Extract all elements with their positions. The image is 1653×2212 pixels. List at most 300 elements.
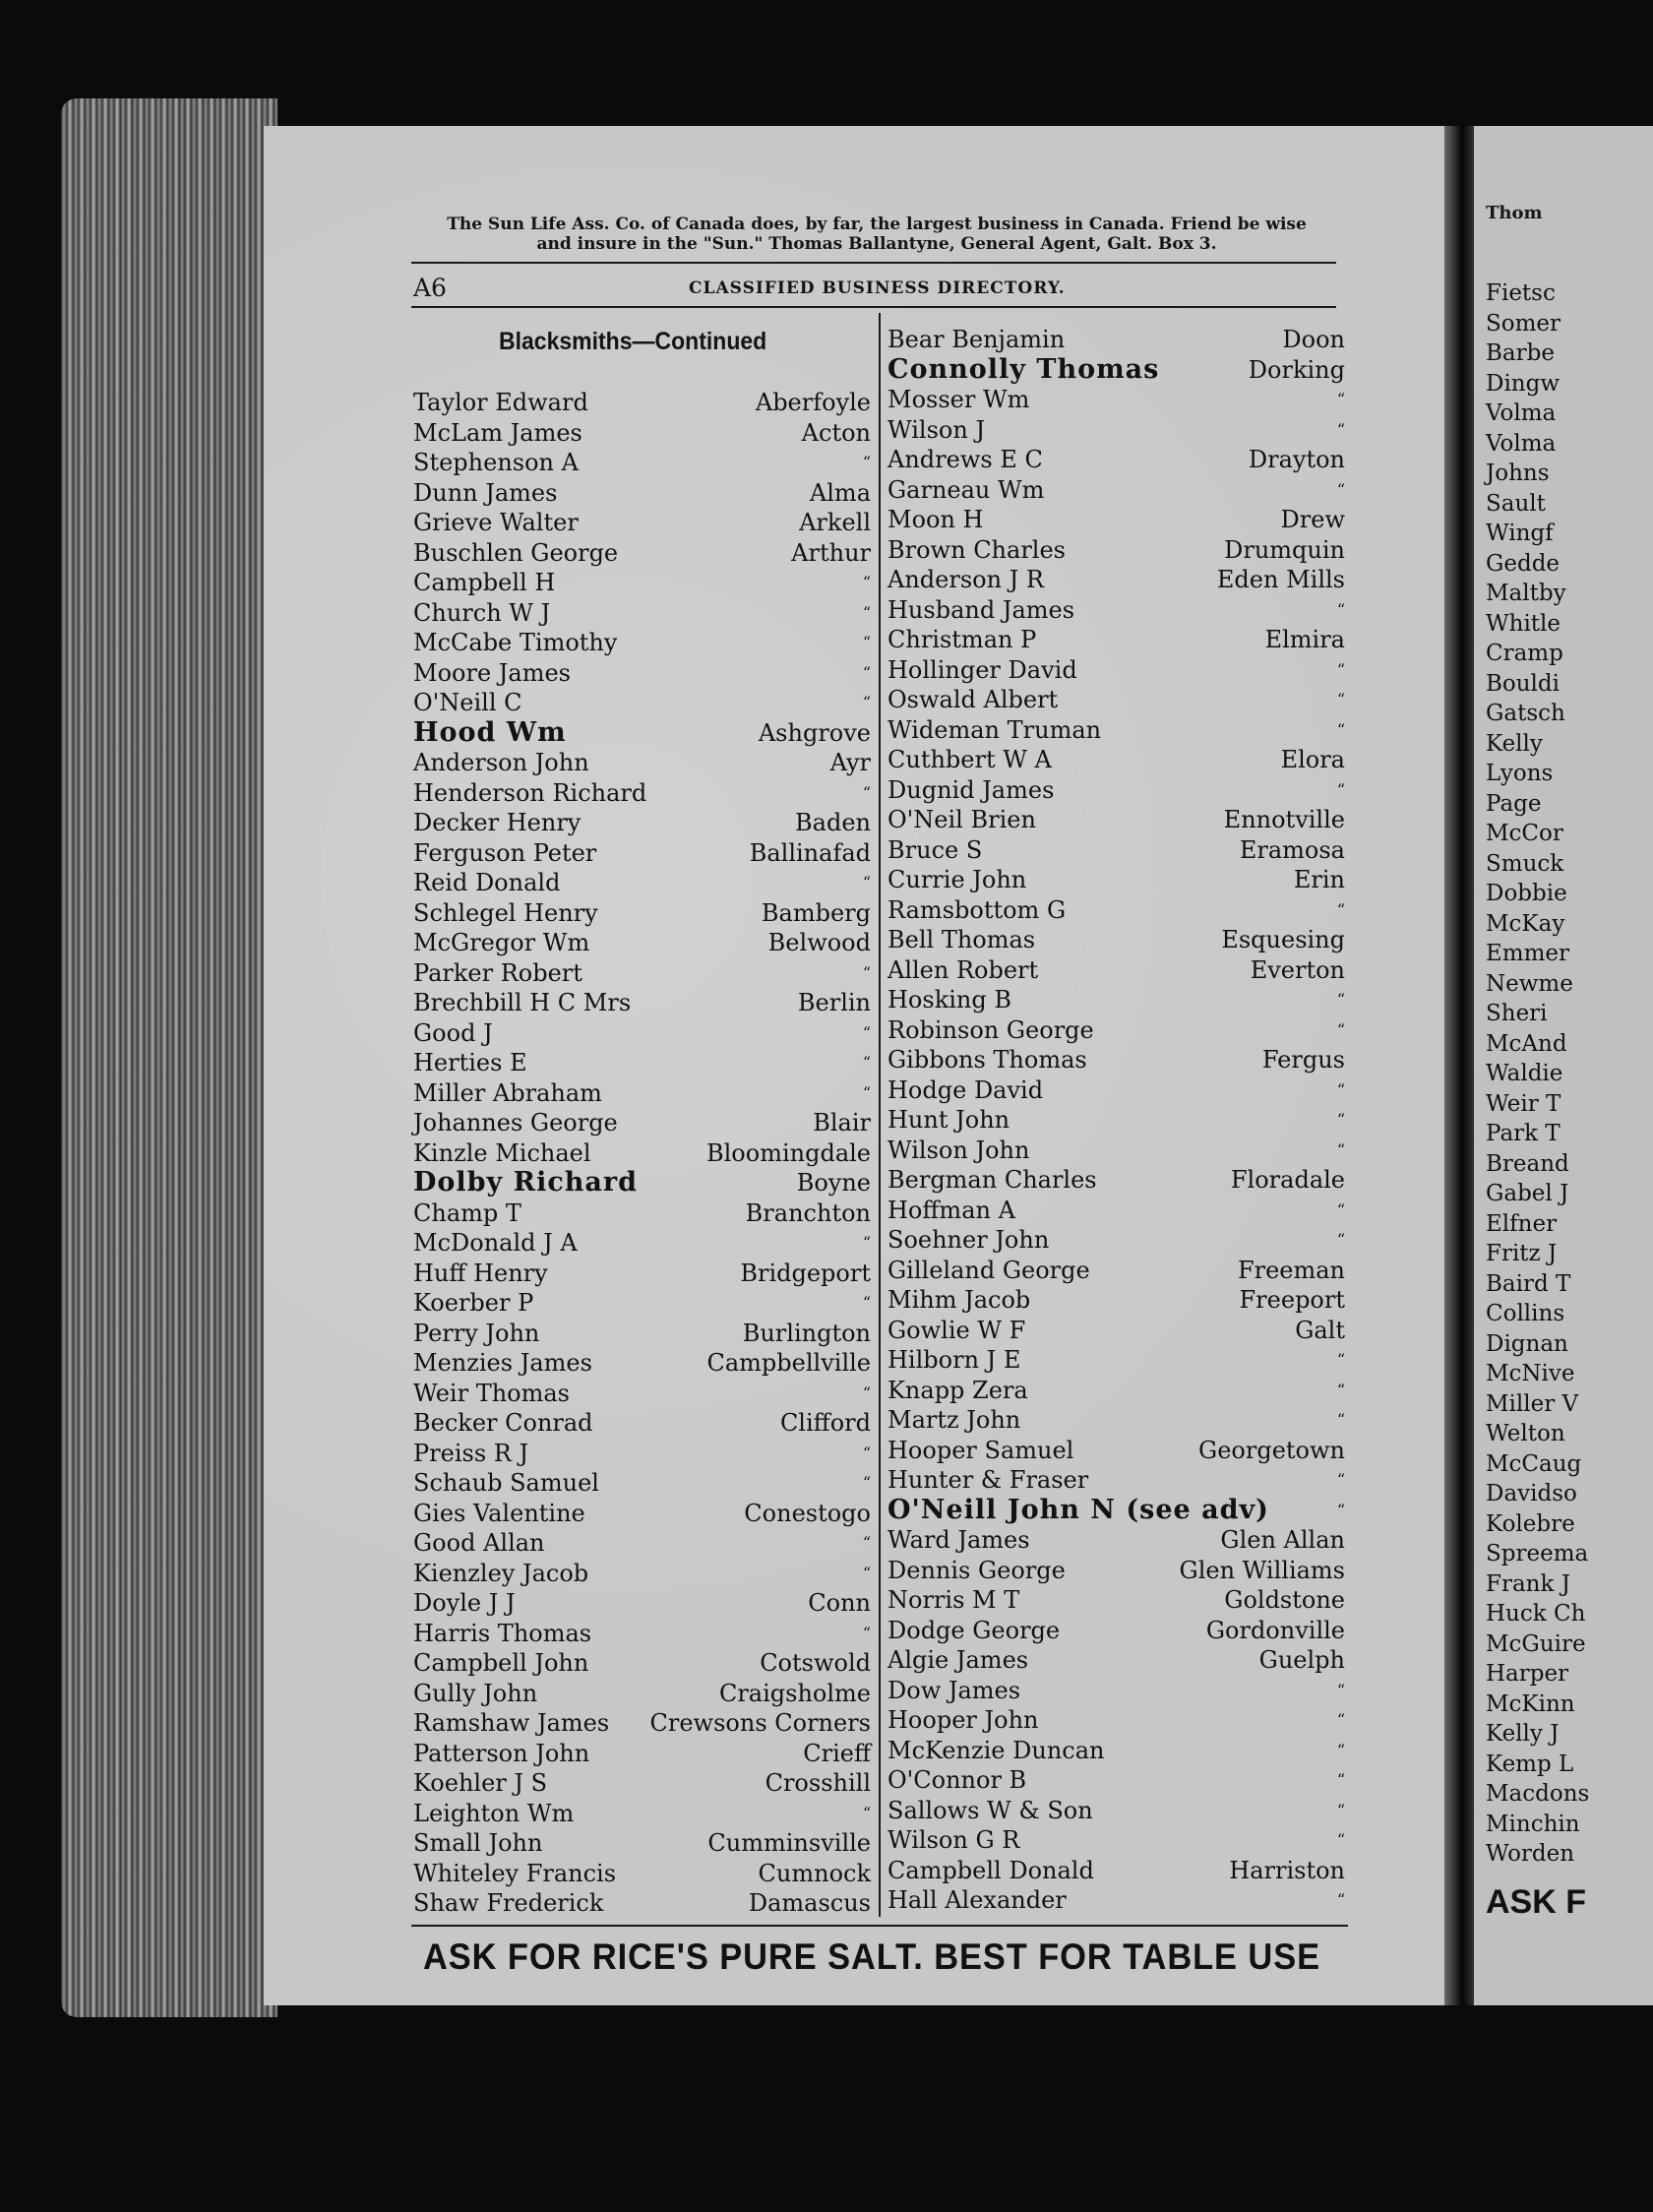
entry-place: Everton bbox=[1250, 955, 1345, 984]
entry-name: Bear Benjamin bbox=[888, 326, 1066, 353]
entry-name: Hall Alexander bbox=[888, 1886, 1067, 1914]
directory-entry bbox=[886, 1405, 1345, 1436]
entry-name: Allen Robert bbox=[888, 955, 1039, 984]
entry-place: Fergus bbox=[1261, 1046, 1345, 1074]
directory-entry bbox=[411, 1828, 871, 1859]
facing-entry: Harper bbox=[1486, 1661, 1569, 1687]
entry-name: Huff Henry bbox=[413, 1259, 548, 1287]
entry-place: Eramosa bbox=[1239, 835, 1345, 864]
entry-name: Ferguson Peter bbox=[413, 838, 597, 867]
entry-place: Conestogo bbox=[744, 1499, 871, 1527]
entry-place: “ bbox=[1336, 599, 1345, 619]
entry-place: “ bbox=[862, 1022, 871, 1042]
entry-name: Algie James bbox=[888, 1646, 1029, 1674]
directory-entry bbox=[886, 1556, 1345, 1586]
entry-name: Koerber P bbox=[413, 1289, 534, 1317]
facing-entry: Somer bbox=[1486, 310, 1561, 337]
facing-entry: Frank J bbox=[1486, 1570, 1570, 1597]
entry-place: “ bbox=[862, 1533, 871, 1552]
directory-entry bbox=[411, 1799, 871, 1829]
entry-name: Garneau Wm bbox=[888, 475, 1045, 504]
facing-entry: Welton bbox=[1486, 1421, 1565, 1446]
directory-entry bbox=[886, 1616, 1345, 1646]
entry-name: McCabe Timothy bbox=[413, 629, 618, 656]
entry-name: Hollinger David bbox=[888, 655, 1077, 684]
directory-entry bbox=[886, 1075, 1345, 1106]
facing-page-strip bbox=[1486, 203, 1653, 1922]
entry-place: “ bbox=[1336, 1230, 1345, 1249]
directory-entry bbox=[886, 1345, 1345, 1376]
directory-entry bbox=[411, 1439, 871, 1469]
entry-name: Herties E bbox=[413, 1049, 527, 1076]
entry-place: Goldstone bbox=[1224, 1586, 1345, 1614]
entry-place: Bridgeport bbox=[740, 1259, 871, 1287]
entry-name: Bergman Charles bbox=[888, 1166, 1097, 1194]
facing-page-footer: ASK F bbox=[1486, 1882, 1586, 1921]
entry-place: Eden Mills bbox=[1216, 566, 1345, 593]
entry-name: Campbell John bbox=[413, 1649, 589, 1677]
entry-place: “ bbox=[1336, 1830, 1345, 1849]
entry-place: “ bbox=[862, 962, 871, 982]
facing-entry: Elfner bbox=[1486, 1210, 1558, 1237]
entry-place: “ bbox=[1336, 479, 1345, 499]
facing-entry: Park T bbox=[1486, 1121, 1561, 1146]
entry-place: Aberfoyle bbox=[755, 389, 871, 416]
directory-entry bbox=[886, 1496, 1345, 1526]
directory-entry bbox=[886, 1885, 1345, 1916]
entry-name: O'Neill John N (see adv) bbox=[888, 1494, 1269, 1525]
facing-entry: Weir T bbox=[1486, 1090, 1561, 1117]
insurance-banner bbox=[411, 215, 1342, 254]
facing-entry: Kelly bbox=[1486, 730, 1543, 757]
directory-entry bbox=[886, 805, 1345, 835]
directory-entry bbox=[411, 508, 871, 538]
directory-entry bbox=[886, 355, 1345, 386]
entry-name: Miller Abraham bbox=[413, 1078, 602, 1107]
entry-place: “ bbox=[1336, 1019, 1345, 1039]
entry-name: Andrews E C bbox=[888, 446, 1043, 473]
facing-entry: Sheri bbox=[1486, 1001, 1548, 1026]
banner-line-1: The Sun Life Ass. Co. of Canada does, by far, the largest business in Canada. Friend be wise bbox=[447, 215, 1307, 234]
directory-entry bbox=[411, 1259, 871, 1289]
entry-name: Robinson George bbox=[888, 1015, 1094, 1044]
entry-name: O'Neil Brien bbox=[888, 806, 1036, 833]
directory-entry bbox=[886, 1825, 1345, 1856]
facing-entry: Huck Ch bbox=[1486, 1601, 1586, 1627]
facing-entry: McCor bbox=[1486, 821, 1563, 846]
entry-name: Patterson John bbox=[413, 1739, 590, 1767]
entry-name: Soehner John bbox=[888, 1226, 1050, 1254]
directory-entry bbox=[886, 1525, 1345, 1556]
entry-name: Dolby Richard bbox=[413, 1167, 639, 1198]
facing-entry: Newme bbox=[1486, 970, 1573, 997]
directory-entry bbox=[886, 1105, 1345, 1136]
directory-entry bbox=[886, 1856, 1345, 1886]
left-listing-column bbox=[411, 388, 871, 1919]
directory-entry bbox=[411, 898, 871, 929]
entry-place: “ bbox=[1336, 1770, 1345, 1789]
entry-name: Menzies James bbox=[413, 1349, 592, 1377]
facing-entry: Dignan bbox=[1486, 1330, 1568, 1357]
running-head: CLASSIFIED BUSINESS DIRECTORY. bbox=[689, 278, 1066, 298]
directory-entry bbox=[411, 1648, 871, 1679]
facing-entry: Lyons bbox=[1486, 761, 1554, 786]
directory-entry bbox=[886, 1465, 1345, 1496]
entry-place: Doon bbox=[1282, 326, 1345, 353]
facing-entry: Volma bbox=[1486, 400, 1557, 426]
entry-place: Ballinafad bbox=[749, 838, 871, 867]
directory-entry bbox=[886, 925, 1345, 955]
column-divider bbox=[879, 313, 881, 1917]
directory-entry bbox=[886, 565, 1345, 595]
entry-name: Anderson John bbox=[413, 749, 589, 776]
directory-entry bbox=[886, 745, 1345, 775]
book-gutter bbox=[1444, 126, 1474, 2005]
directory-entry bbox=[886, 1796, 1345, 1826]
facing-entry: Waldie bbox=[1486, 1061, 1563, 1086]
entry-place: “ bbox=[1336, 1110, 1345, 1129]
entry-place: Baden bbox=[795, 809, 871, 836]
entry-name: Grieve Walter bbox=[413, 509, 579, 536]
directory-entry bbox=[886, 535, 1345, 566]
directory-entry bbox=[886, 835, 1345, 866]
directory-entry bbox=[411, 1108, 871, 1138]
entry-name: Norris M T bbox=[888, 1586, 1020, 1614]
directory-entry bbox=[411, 718, 871, 749]
directory-entry bbox=[411, 958, 871, 989]
directory-entry bbox=[411, 1499, 871, 1529]
entry-place: “ bbox=[1336, 1500, 1345, 1519]
entry-name: Dunn James bbox=[413, 478, 558, 507]
entry-place: Elmira bbox=[1264, 626, 1345, 653]
directory-entry bbox=[886, 1765, 1345, 1796]
entry-place: “ bbox=[862, 873, 871, 891]
entry-name: Hooper John bbox=[888, 1706, 1039, 1734]
directory-entry bbox=[411, 928, 871, 958]
page-number: A6 bbox=[413, 274, 447, 302]
entry-name: Mihm Jacob bbox=[888, 1286, 1031, 1314]
directory-entry bbox=[411, 388, 871, 418]
entry-name: Anderson J R bbox=[888, 566, 1044, 593]
book-page-stack bbox=[61, 98, 277, 2017]
entry-name: Bell Thomas bbox=[888, 926, 1036, 953]
directory-entry bbox=[411, 1319, 871, 1349]
entry-name: Hooper Samuel bbox=[888, 1436, 1074, 1464]
directory-entry bbox=[411, 1018, 871, 1049]
entry-name: Connolly Thomas bbox=[888, 353, 1160, 385]
entry-name: Ramshaw James bbox=[413, 1709, 610, 1737]
facing-entry: Volma bbox=[1486, 430, 1557, 457]
entry-name: Doyle J J bbox=[413, 1589, 516, 1617]
entry-place: Elora bbox=[1280, 746, 1345, 773]
entry-name: Perry John bbox=[413, 1319, 540, 1347]
entry-name: Dugnid James bbox=[888, 775, 1055, 804]
directory-entry bbox=[886, 385, 1345, 415]
directory-entry bbox=[411, 1078, 871, 1109]
facing-entry: Fritz J bbox=[1486, 1241, 1558, 1266]
directory-entry bbox=[411, 1679, 871, 1709]
entry-name: Hodge David bbox=[888, 1075, 1044, 1104]
facing-entry: Whitle bbox=[1486, 610, 1561, 637]
directory-entry bbox=[886, 505, 1345, 535]
directory-entry bbox=[411, 1619, 871, 1649]
directory-entry bbox=[886, 715, 1345, 746]
entry-place: Branchton bbox=[745, 1198, 871, 1227]
entry-place: “ bbox=[1336, 990, 1345, 1009]
entry-place: Belwood bbox=[767, 929, 871, 956]
directory-entry bbox=[886, 1256, 1345, 1286]
directory-entry bbox=[886, 475, 1345, 506]
entry-place: “ bbox=[862, 1053, 871, 1072]
directory-entry bbox=[886, 685, 1345, 715]
entry-place: “ bbox=[862, 1563, 871, 1582]
directory-entry bbox=[411, 1048, 871, 1078]
entry-place: “ bbox=[1336, 1199, 1345, 1219]
directory-entry bbox=[886, 1705, 1345, 1736]
entry-name: Hunt John bbox=[888, 1106, 1010, 1134]
facing-entry: Miller V bbox=[1486, 1390, 1579, 1417]
entry-name: Brechbill H C Mrs bbox=[413, 989, 632, 1016]
entry-place: “ bbox=[862, 1623, 871, 1642]
entry-name: Wilson J bbox=[888, 415, 986, 444]
entry-name: Husband James bbox=[888, 595, 1075, 624]
entry-name: Cuthbert W A bbox=[888, 746, 1052, 773]
directory-entry bbox=[411, 1768, 871, 1799]
entry-name: Gies Valentine bbox=[413, 1499, 585, 1527]
directory-entry bbox=[886, 775, 1345, 806]
entry-place: “ bbox=[862, 633, 871, 651]
entry-name: Champ T bbox=[413, 1198, 521, 1227]
entry-place: “ bbox=[1336, 1380, 1345, 1399]
directory-entry bbox=[886, 1136, 1345, 1166]
entry-place: Erin bbox=[1293, 866, 1345, 893]
entry-name: Parker Robert bbox=[413, 958, 582, 987]
directory-entry bbox=[411, 1379, 871, 1409]
entry-place: Harriston bbox=[1229, 1856, 1345, 1884]
right-listing-column bbox=[886, 325, 1345, 1916]
directory-entry bbox=[411, 688, 871, 718]
entry-place: Crewsons Corners bbox=[649, 1709, 871, 1737]
facing-entry: Sault bbox=[1486, 490, 1546, 517]
entry-name: Harris Thomas bbox=[413, 1619, 592, 1647]
directory-entry bbox=[886, 955, 1345, 986]
entry-place: Conn bbox=[808, 1589, 871, 1617]
entry-name: Johannes George bbox=[413, 1109, 618, 1137]
entry-place: “ bbox=[1336, 690, 1345, 708]
footer-rule bbox=[411, 1925, 1348, 1927]
directory-entry bbox=[411, 1708, 871, 1739]
entry-place: “ bbox=[1336, 419, 1345, 439]
directory-entry bbox=[411, 1198, 871, 1229]
directory-entry bbox=[886, 1585, 1345, 1616]
directory-entry bbox=[411, 1888, 871, 1919]
facing-entry: Davidso bbox=[1486, 1481, 1577, 1506]
entry-name: Ramsbottom G bbox=[888, 895, 1067, 924]
facing-entry: Breand bbox=[1486, 1150, 1569, 1177]
entry-place: “ bbox=[862, 573, 871, 591]
entry-name: Gilleland George bbox=[888, 1256, 1090, 1284]
entry-name: Church W J bbox=[413, 598, 551, 627]
entry-name: Small John bbox=[413, 1829, 543, 1857]
directory-entry bbox=[886, 865, 1345, 895]
directory-entry bbox=[886, 595, 1345, 626]
facing-entry: Bouldi bbox=[1486, 670, 1560, 697]
entry-place: Craigsholme bbox=[718, 1679, 871, 1707]
entry-name: Moon H bbox=[888, 506, 984, 533]
entry-name: Mosser Wm bbox=[888, 386, 1030, 413]
entry-name: O'Neill C bbox=[413, 689, 522, 716]
directory-entry bbox=[886, 1736, 1345, 1766]
entry-place: Cumminsville bbox=[707, 1829, 871, 1857]
facing-entry: Fietsc bbox=[1486, 280, 1556, 306]
entry-place: “ bbox=[1336, 1410, 1345, 1429]
entry-place: “ bbox=[862, 1803, 871, 1822]
directory-entry bbox=[411, 628, 871, 658]
directory-entry bbox=[886, 1676, 1345, 1706]
directory-entry bbox=[411, 478, 871, 509]
directory-entry bbox=[886, 1436, 1345, 1466]
directory-entry bbox=[886, 895, 1345, 926]
entry-name: Gully John bbox=[413, 1679, 538, 1707]
directory-entry bbox=[411, 1468, 871, 1499]
entry-name: McGregor Wm bbox=[413, 929, 590, 956]
directory-entry bbox=[411, 1348, 871, 1379]
facing-entry: Page bbox=[1486, 790, 1542, 817]
entry-place: “ bbox=[862, 1293, 871, 1312]
entry-name: Currie John bbox=[888, 866, 1027, 893]
directory-entry bbox=[411, 418, 871, 449]
entry-name: Ward James bbox=[888, 1526, 1030, 1554]
entry-name: Kienzley Jacob bbox=[413, 1559, 589, 1587]
entry-place: Arthur bbox=[791, 538, 871, 567]
directory-entry bbox=[411, 598, 871, 629]
facing-page-names bbox=[1486, 278, 1653, 1870]
entry-place: “ bbox=[1336, 1350, 1345, 1369]
entry-name: Reid Donald bbox=[413, 869, 561, 896]
entry-place: Arkell bbox=[799, 509, 871, 536]
directory-entry bbox=[411, 1138, 871, 1169]
entry-place: Galt bbox=[1295, 1316, 1345, 1344]
entry-place: Boyne bbox=[796, 1169, 871, 1197]
facing-entry: Minchin bbox=[1486, 1811, 1580, 1837]
entry-name: Oswald Albert bbox=[888, 686, 1059, 713]
entry-place: “ bbox=[1336, 1740, 1345, 1759]
entry-place: Berlin bbox=[797, 989, 871, 1016]
directory-entry bbox=[411, 808, 871, 838]
entry-place: Esquesing bbox=[1221, 926, 1345, 953]
entry-name: Leighton Wm bbox=[413, 1799, 575, 1827]
directory-entry bbox=[411, 1528, 871, 1559]
entry-place: Glen Allan bbox=[1220, 1526, 1345, 1554]
entry-place: “ bbox=[1336, 899, 1345, 919]
facing-entry: Macdons bbox=[1486, 1781, 1590, 1807]
entry-place: Ayr bbox=[829, 749, 871, 776]
facing-entry: McKay bbox=[1486, 910, 1565, 937]
directory-entry bbox=[886, 325, 1345, 355]
entry-name: Shaw Frederick bbox=[413, 1889, 604, 1917]
entry-name: Good J bbox=[413, 1018, 493, 1047]
entry-name: Buschlen George bbox=[413, 538, 619, 567]
entry-place: “ bbox=[862, 1082, 871, 1102]
entry-name: Schaub Samuel bbox=[413, 1469, 599, 1497]
facing-page bbox=[1474, 126, 1653, 2005]
directory-entry bbox=[886, 415, 1345, 446]
entry-name: Bruce S bbox=[888, 835, 983, 864]
facing-entry: Maltby bbox=[1486, 581, 1566, 606]
facing-entry: McGuire bbox=[1486, 1630, 1586, 1657]
directory-entry bbox=[411, 1588, 871, 1619]
entry-place: “ bbox=[1336, 659, 1345, 679]
directory-entry bbox=[411, 1559, 871, 1589]
entry-place: Ashgrove bbox=[758, 718, 871, 747]
entry-place: Burlington bbox=[742, 1319, 871, 1347]
section-heading: Blacksmiths—Continued bbox=[499, 328, 767, 355]
entry-place: “ bbox=[862, 782, 871, 802]
entry-place: Alma bbox=[809, 478, 871, 507]
entry-name: Stephenson A bbox=[413, 449, 579, 476]
entry-name: Martz John bbox=[888, 1406, 1021, 1434]
entry-name: Preiss R J bbox=[413, 1439, 529, 1467]
entry-place: “ bbox=[862, 1443, 871, 1462]
entry-place: “ bbox=[862, 453, 871, 471]
facing-entry: Barbe bbox=[1486, 340, 1555, 366]
entry-place: Clifford bbox=[779, 1409, 871, 1437]
entry-name: McLam James bbox=[413, 418, 582, 447]
entry-name: Hood Wm bbox=[413, 716, 567, 748]
entry-place: “ bbox=[1336, 1890, 1345, 1909]
entry-place: “ bbox=[1336, 1680, 1345, 1699]
facing-entry: Gedde bbox=[1486, 550, 1561, 577]
facing-entry: Baird T bbox=[1486, 1270, 1571, 1297]
entry-name: Dodge George bbox=[888, 1616, 1061, 1644]
directory-entry bbox=[886, 1045, 1345, 1075]
entry-name: McDonald J A bbox=[413, 1229, 578, 1257]
entry-name: Sallows W & Son bbox=[888, 1796, 1093, 1824]
entry-name: Brown Charles bbox=[888, 535, 1066, 564]
directory-entry bbox=[886, 1316, 1345, 1346]
directory-entry bbox=[411, 778, 871, 809]
entry-place: Bamberg bbox=[761, 898, 871, 927]
entry-place: Freeport bbox=[1239, 1286, 1345, 1314]
entry-name: O'Connor B bbox=[888, 1766, 1027, 1794]
directory-entry bbox=[411, 748, 871, 778]
entry-name: Hilborn J E bbox=[888, 1346, 1021, 1374]
entry-name: Campbell Donald bbox=[888, 1856, 1094, 1884]
directory-entry bbox=[411, 838, 871, 869]
facing-entry: McKinn bbox=[1486, 1690, 1575, 1717]
directory-entry bbox=[886, 1015, 1345, 1046]
facing-entry: Dingw bbox=[1486, 370, 1561, 397]
entry-name: Whiteley Francis bbox=[413, 1859, 617, 1887]
entry-name: McKenzie Duncan bbox=[888, 1736, 1105, 1764]
entry-place: Ennotville bbox=[1223, 806, 1345, 833]
directory-entry bbox=[886, 1645, 1345, 1676]
entry-place: Campbellville bbox=[706, 1349, 871, 1377]
entry-name: Henderson Richard bbox=[413, 778, 647, 807]
directory-entry bbox=[886, 625, 1345, 655]
entry-name: Kinzle Michael bbox=[413, 1138, 591, 1167]
entry-place: “ bbox=[1336, 1470, 1345, 1489]
entry-name: Wilson G R bbox=[888, 1826, 1020, 1854]
entry-name: Wideman Truman bbox=[888, 715, 1102, 744]
entry-place: “ bbox=[862, 662, 871, 682]
entry-place: “ bbox=[862, 1473, 871, 1492]
entry-place: “ bbox=[862, 1233, 871, 1252]
facing-entry: Spreema bbox=[1486, 1541, 1589, 1567]
entry-name: Moore James bbox=[413, 658, 571, 687]
facing-entry: Wingf bbox=[1486, 521, 1554, 546]
directory-entry bbox=[411, 1168, 871, 1198]
